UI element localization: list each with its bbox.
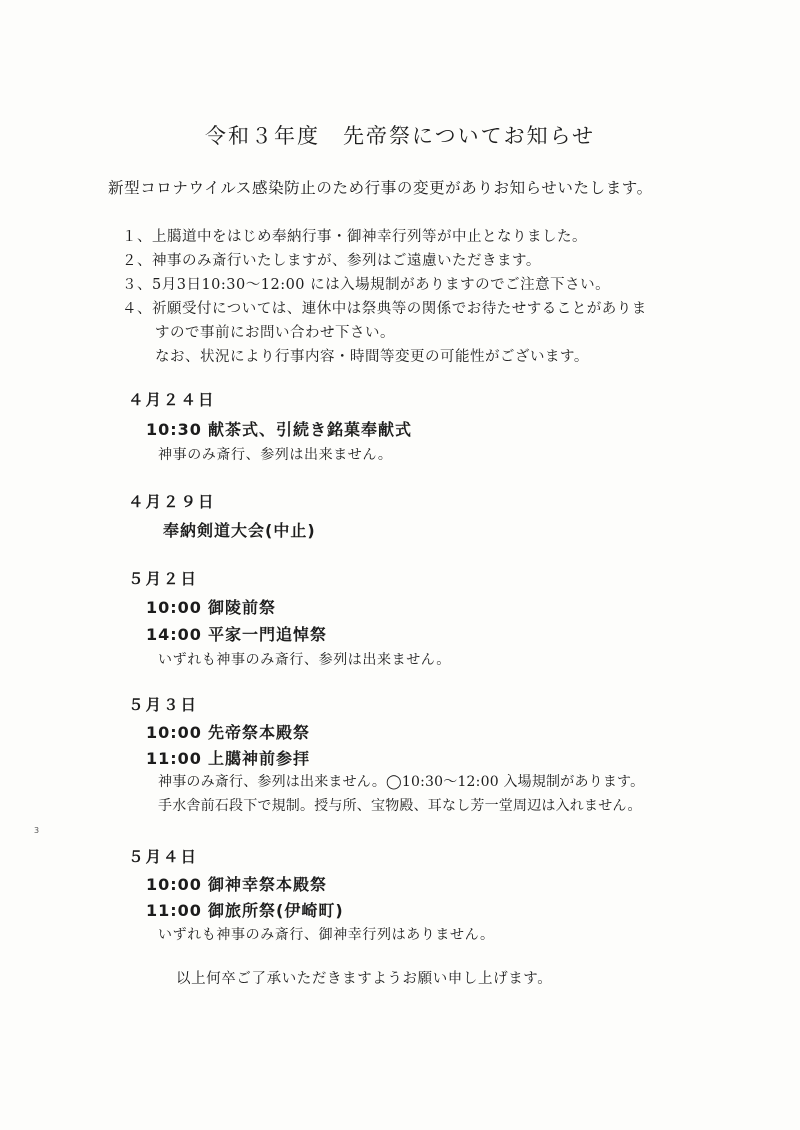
schedule-event (146, 746, 310, 769)
event-name: 平家一門追悼祭 (208, 625, 328, 644)
event-name: 上臈神前参拝 (208, 749, 311, 768)
schedule-event (146, 898, 344, 921)
schedule-date: ４月２９日 (128, 493, 216, 511)
schedule-event (146, 720, 310, 743)
intro-text: 新型コロナウイルス感染防止のため行事の変更がありお知らせいたします。 (108, 179, 653, 197)
notice-item-1: １、上臈道中をはじめ奉納行事・御神幸行列等が中止となりました。 (122, 229, 587, 245)
closing-text: 以上何卒ご了承いただきますようお願い申し上げます。 (176, 971, 553, 987)
document-title: 令和３年度 先帝祭についてお知らせ (205, 124, 595, 148)
event-name: 先帝祭本殿祭 (208, 723, 311, 742)
schedule-date: ５月４日 (128, 848, 199, 866)
schedule-event (146, 595, 276, 618)
notice-remark: なお、状況により行事内容・時間等変更の可能性がございます。 (155, 349, 589, 365)
schedule-note: 神事のみ斎行、参列は出来ません。 (158, 447, 393, 463)
event-name: 献茶式、引続き銘菓奉献式 (208, 420, 413, 439)
schedule-date: ５月３日 (128, 696, 199, 714)
event-name: 御旅所祭(伊崎町) (208, 901, 344, 920)
schedule-date: ５月２日 (128, 570, 199, 588)
schedule-note: いずれも神事のみ斎行、御神幸行列はありません。 (158, 927, 495, 943)
event-time: 10:00 (146, 598, 202, 617)
event-name: 御神幸祭本殿祭 (208, 875, 328, 894)
notice-item-3: ３、5月3日10:30～12:00 には入場規制がありますのでご注意下さい。 (122, 277, 611, 293)
schedule-note: いずれも神事のみ斎行、参列は出来ません。 (158, 652, 451, 668)
event-name: 御陵前祭 (208, 598, 277, 617)
schedule-event (146, 622, 327, 645)
schedule-note: 神事のみ斎行、参列は出来ません。◯10:30～12:00 入場規制があります。 (158, 774, 645, 790)
schedule-date: ４月２４日 (128, 391, 216, 409)
event-time: 11:00 (146, 901, 202, 920)
notice-item-4-continued: すので事前にお問い合わせ下さい。 (155, 325, 395, 341)
notice-item-4: ４、祈願受付については、連休中は祭典等の関係でお待たせすることがありま (122, 301, 647, 317)
schedule-event (146, 417, 412, 440)
event-time: 10:00 (146, 875, 202, 894)
event-time: 10:30 (146, 420, 202, 439)
page-mark: 3 (34, 826, 40, 835)
notice-item-2: ２、神事のみ斎行いたしますが、参列はご遠慮いただきます。 (122, 253, 541, 269)
event-time: 14:00 (146, 625, 202, 644)
event-time: 10:00 (146, 723, 202, 742)
event-time: 11:00 (146, 749, 202, 768)
schedule-event (163, 518, 316, 541)
schedule-note: 手水舎前石段下で規制。授与所、宝物殿、耳なし芳一堂周辺は入れません。 (158, 798, 642, 814)
event-name: 奉納剣道大会(中止) (163, 521, 316, 540)
schedule-event (146, 872, 327, 895)
